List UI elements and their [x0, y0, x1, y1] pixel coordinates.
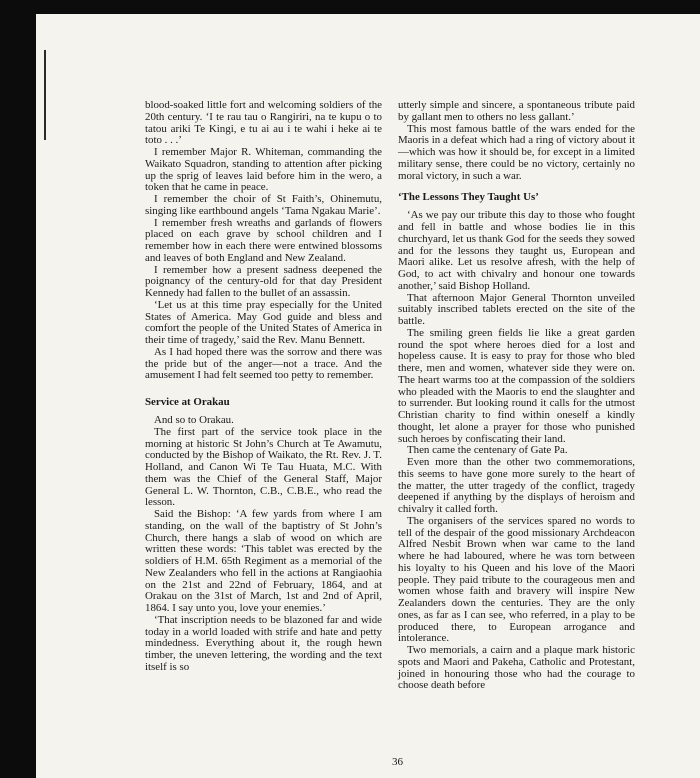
paragraph: The first part of the service took place in the morning at historic St John’s Church at Te Awamutu, conducted by the Bishop of Waikato, the Rt. Rev. J. T. Holland, and Canon Wi Te Tau Huata, M.C. With them was the Chief of the General Staff, Major General L. W. Thornton, C.B., C.B.E., who read the lesson. — [145, 425, 382, 509]
section-heading: ‘The Lessons They Taught Us’ — [398, 191, 539, 204]
left-column — [145, 100, 382, 674]
section-heading: Service at Orakau — [145, 396, 230, 408]
paragraph: Even more than the other two commemorations, this seems to have gone more surely to the heart of the matter, the utter tragedy of the conflict, tragedy deepened if anything by the displays of heroism and chivalry it called forth. — [398, 456, 635, 515]
paragraph: I remember fresh wreaths and garlands of flowers placed on each grave by school children and I remember how in each there were entwined blossoms and leaves of both England and New Zealand. — [145, 216, 382, 264]
right-column — [398, 100, 635, 692]
paragraph: And so to Orakau. — [154, 414, 234, 426]
paragraph: Then came the centenary of Gate Pa. — [407, 444, 568, 457]
paragraph: As I had hoped there was the sorrow and there was the pride but of the anger—not a trace. And the amusement I had felt seemed too petty to remember. — [145, 345, 382, 382]
page-number: 36 — [392, 756, 403, 768]
paragraph: This most famous battle of the wars ended for the Maoris in a defeat which had a ring of victory about it—which was how it should be, for except in a limited military sense, there could be no victory, certainly no moral victory, in such a war. — [398, 122, 635, 182]
paragraph: Said the Bishop: ‘A few yards from where I am standing, on the wall of the baptistry of St John’s Church, there hangs a slab of wood on which are written these words: ‘This tablet was erected by the soldiers of H.M. 65th Regiment as a memorial of the New Zealanders who fell in the actions at Rangiaohia on the 21st and 22nd of February, 1864, and at Orakau on the 31st of March, 1st and 2nd of April, 1864. I say unto you, love your enemies.’ — [145, 508, 382, 614]
paragraph: The organisers of the services spared no words to tell of the despair of the good missionary Archdeacon Alfred Nesbit Brown when war came to the land where he had laboured, where he was torn between his loyalty to his Queen and his love of the Maori people. They paid tribute to the courageous men and women whose faith and bravery will inspire New Zealanders down the centuries. They are the only ones, as far as I can see, who referred, in a play to be produced there, to European arrogance and intolerance. — [398, 514, 635, 645]
paragraph: ‘That inscription needs to be blazoned far and wide today in a world loaded with strife and hate and petty mindedness. Everything about it, the rough hewn timber, the uneven lettering, the wording and the text itself is so — [145, 613, 382, 673]
paragraph: The smiling green fields lie like a great garden round the spot where heroes died for a lost and hopeless cause. It is easy to pray for those who bled there, men and women, whatever side they were on. The heart warms too at the compassion of the soldiers who pleaded with the Maoris to end the slaughter and to surrender. But looking round it calls for the utmost Christian charity to find within oneself a kindly thought, let alone a prayer for those who punished such heroes by confiscating their land. — [398, 326, 635, 445]
binding-edge — [44, 50, 46, 140]
paragraph: I remember Major R. Whiteman, commanding the Waikato Squadron, standing to attention after picking up the sprig of leaves laid before him in the wero, a token that he came in peace. — [145, 146, 382, 194]
paragraph: Two memorials, a cairn and a plaque mark historic spots and Maori and Pakeha, Catholic and Protestant, joined in honouring those who had the courage to choose death before — [398, 644, 635, 692]
paragraph: I remember the choir of St Faith’s, Ohinemutu, singing like earthbound angels ‘Tama Ngakau Marie’. — [145, 193, 382, 217]
paragraph: blood-soaked little fort and welcoming soldiers of the 20th century. ‘I te rau tau o Rangiriri, na te kupu o to tatou ariki Te Kingi, e tu ai au i te wahi i heke ai te toto . . .’ — [145, 99, 382, 147]
paragraph: utterly simple and sincere, a spontaneous tribute paid by gallant men to others no less gallant.’ — [398, 99, 635, 123]
paragraph: That afternoon Major General Thornton unveiled suitably inscribed tablets erected on the site of the battle. — [398, 291, 635, 327]
paragraph: ‘As we pay our tribute this day to those who fought and fell in battle and whose bodies lie in this churchyard, let us thank God for the seeds they sowed and for the lessons they taught us, European and Maori alike. Let us resolve afresh, with the help of God, to act with chivalry and honour one towards another,’ said Bishop Holland. — [398, 209, 635, 292]
paragraph: I remember how a present sadness deepened the poignancy of the century-old for that day President Kennedy had fallen to the bullet of an assassin. — [145, 263, 382, 299]
page — [36, 14, 700, 778]
paragraph: ‘Let us at this time pray especially for the United States of America. May God guide and bless and comfort the people of the United States of America in their time of tragedy,’ said the Rev. Manu Bennett. — [145, 298, 382, 346]
